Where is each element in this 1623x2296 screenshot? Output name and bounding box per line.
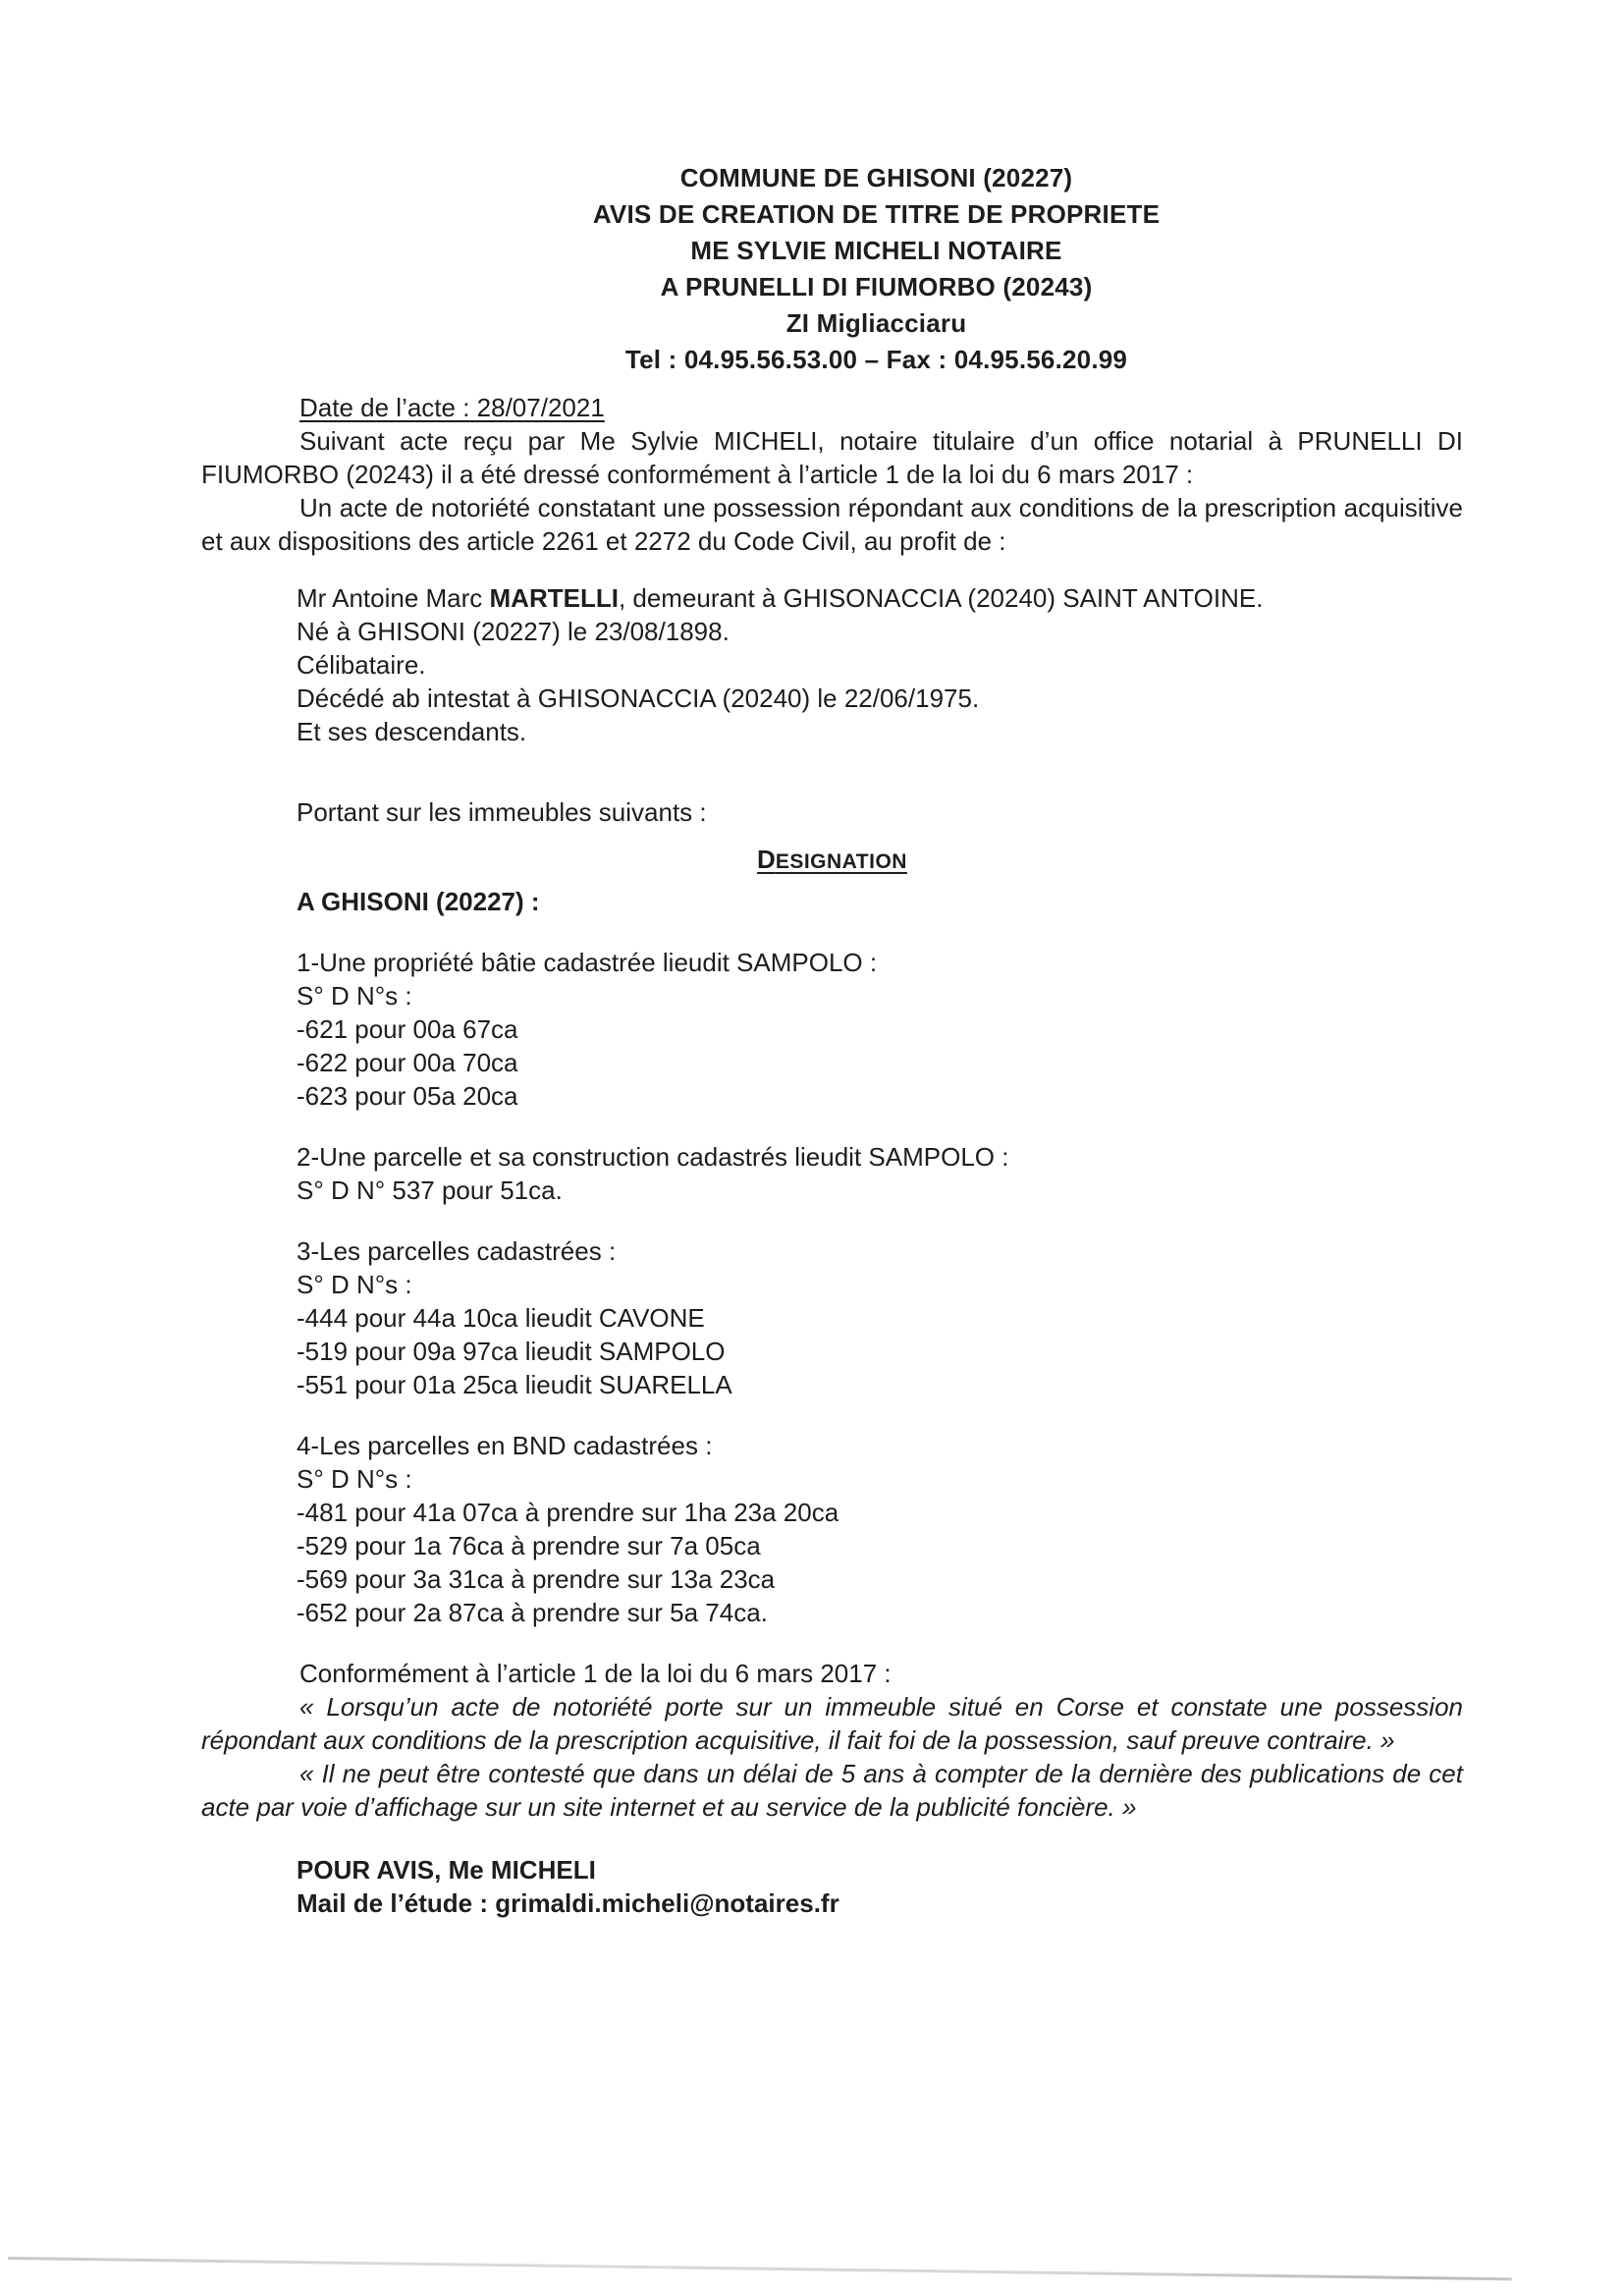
item-line: S° D N° 537 pour 51ca.: [297, 1175, 563, 1205]
intro-paragraph-2: Un acte de notoriété constatant une possession répondant aux conditions de la prescription acquisitive et aux dispositions des article 2261 et 2272 du Code Civil, au profit de :: [201, 493, 1463, 556]
item-title: 2-Une parcelle et sa construction cadastrés lieudit SAMPOLO :: [297, 1142, 1009, 1172]
header-avis-line: AVIS DE CREATION DE TITRE DE PROPRIETE: [592, 199, 1161, 229]
item-line: S° D N°s :: [297, 1270, 412, 1299]
legal-quote-1: « Lorsqu’un acte de notoriété porte sur un immeuble situé en Corse et constate une possession répondant aux conditions de la prescription acquisitive, il fait foi de la possession, sauf preuve contraire. »: [201, 1692, 1463, 1755]
item-line: -444 pour 44a 10ca lieudit CAVONE: [297, 1303, 705, 1333]
header-adresse-line: ZI Migliacciaru: [785, 308, 967, 338]
deceased-section: [201, 581, 1463, 748]
designation-item-4: [201, 1429, 1463, 1629]
date-acte-line: [201, 391, 1463, 424]
designation-title-rest: ESIGNATION: [775, 850, 907, 873]
header-commune-line: COMMUNE DE GHISONI (20227): [679, 163, 1073, 192]
item-line: -481 pour 41a 07ca à prendre sur 1ha 23a 20ca: [297, 1498, 839, 1527]
footer-section: [201, 1853, 1463, 1920]
designation-heading: [201, 843, 1463, 879]
designation-title: [757, 845, 907, 874]
item-line: -622 pour 00a 70ca: [297, 1048, 518, 1077]
item-line: -621 pour 00a 67ca: [297, 1014, 518, 1044]
header-notaire-line: ME SYLVIE MICHELI NOTAIRE: [690, 236, 1062, 265]
intro-paragraph-1: Suivant acte reçu par Me Sylvie MICHELI, notaire titulaire d’un office notarial à PRUNELLI DI FIUMORBO (20243) il a été dressé conformément à l’article 1 de la loi du 6 mars 2017 :: [201, 426, 1463, 489]
item-line: -623 pour 05a 20ca: [297, 1081, 518, 1111]
designation-item-3: [201, 1234, 1463, 1401]
document-header: [245, 160, 1507, 378]
deceased-name-line: [297, 581, 1463, 615]
legal-quote-2: « Il ne peut être contesté que dans un délai de 5 ans à compter de la dernière des publications de cet acte par voie d’affichage sur un site internet et au service de la publicité foncière. »: [201, 1759, 1463, 1822]
item-title: 1-Une propriété bâtie cadastrée lieudit SAMPOLO :: [297, 948, 878, 977]
designation-title-first-letter: D: [757, 845, 776, 874]
commune-ghisoni-heading: A GHISONI (20227) :: [297, 887, 540, 916]
header-ville-line: A PRUNELLI DI FIUMORBO (20243): [660, 272, 1093, 301]
item-line: S° D N°s :: [297, 1464, 412, 1494]
designation-item-2: [201, 1140, 1463, 1207]
deceased-surname: MARTELLI: [489, 583, 619, 613]
item-title: 4-Les parcelles en BND cadastrées :: [297, 1431, 713, 1460]
item-line: -519 pour 09a 97ca lieudit SAMPOLO: [297, 1337, 726, 1366]
header-tel-fax-line: Tel : 04.95.56.53.00 – Fax : 04.95.56.20.99: [624, 345, 1128, 374]
scan-edge-artifact: [8, 2257, 1512, 2280]
item-line: -569 pour 3a 31ca à prendre sur 13a 23ca: [297, 1564, 776, 1594]
item-line: S° D N°s :: [297, 981, 412, 1011]
legal-section: [201, 1657, 1463, 1824]
deceased-descendants-line: Et ses descendants.: [297, 717, 527, 746]
deceased-name-suffix: , demeurant à GHISONACCIA (20240) SAINT ANTOINE.: [618, 583, 1264, 613]
legal-intro-line: Conformément à l’article 1 de la loi du 6 mars 2017 :: [299, 1659, 892, 1688]
designation-item-1: [201, 946, 1463, 1113]
deceased-name-prefix: Mr Antoine Marc: [297, 583, 490, 613]
deceased-status-line: Célibataire.: [297, 650, 426, 680]
item-line: -652 pour 2a 87ca à prendre sur 5a 74ca.: [297, 1598, 768, 1627]
document-content: [201, 0, 1463, 1920]
deceased-death-line: Décédé ab intestat à GHISONACCIA (20240) le 22/06/1975.: [297, 683, 980, 713]
date-acte-text: Date de l’acte : 28/07/2021: [299, 393, 605, 422]
pour-avis-line: POUR AVIS, Me MICHELI: [297, 1855, 596, 1885]
intro-section: [201, 391, 1463, 558]
portant-line: Portant sur les immeubles suivants :: [297, 797, 707, 827]
mail-line: Mail de l’étude : grimaldi.micheli@notaires.fr: [297, 1888, 839, 1918]
deceased-birth-line: Né à GHISONI (20227) le 23/08/1898.: [297, 617, 730, 646]
item-line: -529 pour 1a 76ca à prendre sur 7a 05ca: [297, 1531, 761, 1560]
item-line: -551 pour 01a 25ca lieudit SUARELLA: [297, 1370, 732, 1399]
item-title: 3-Les parcelles cadastrées :: [297, 1236, 617, 1266]
